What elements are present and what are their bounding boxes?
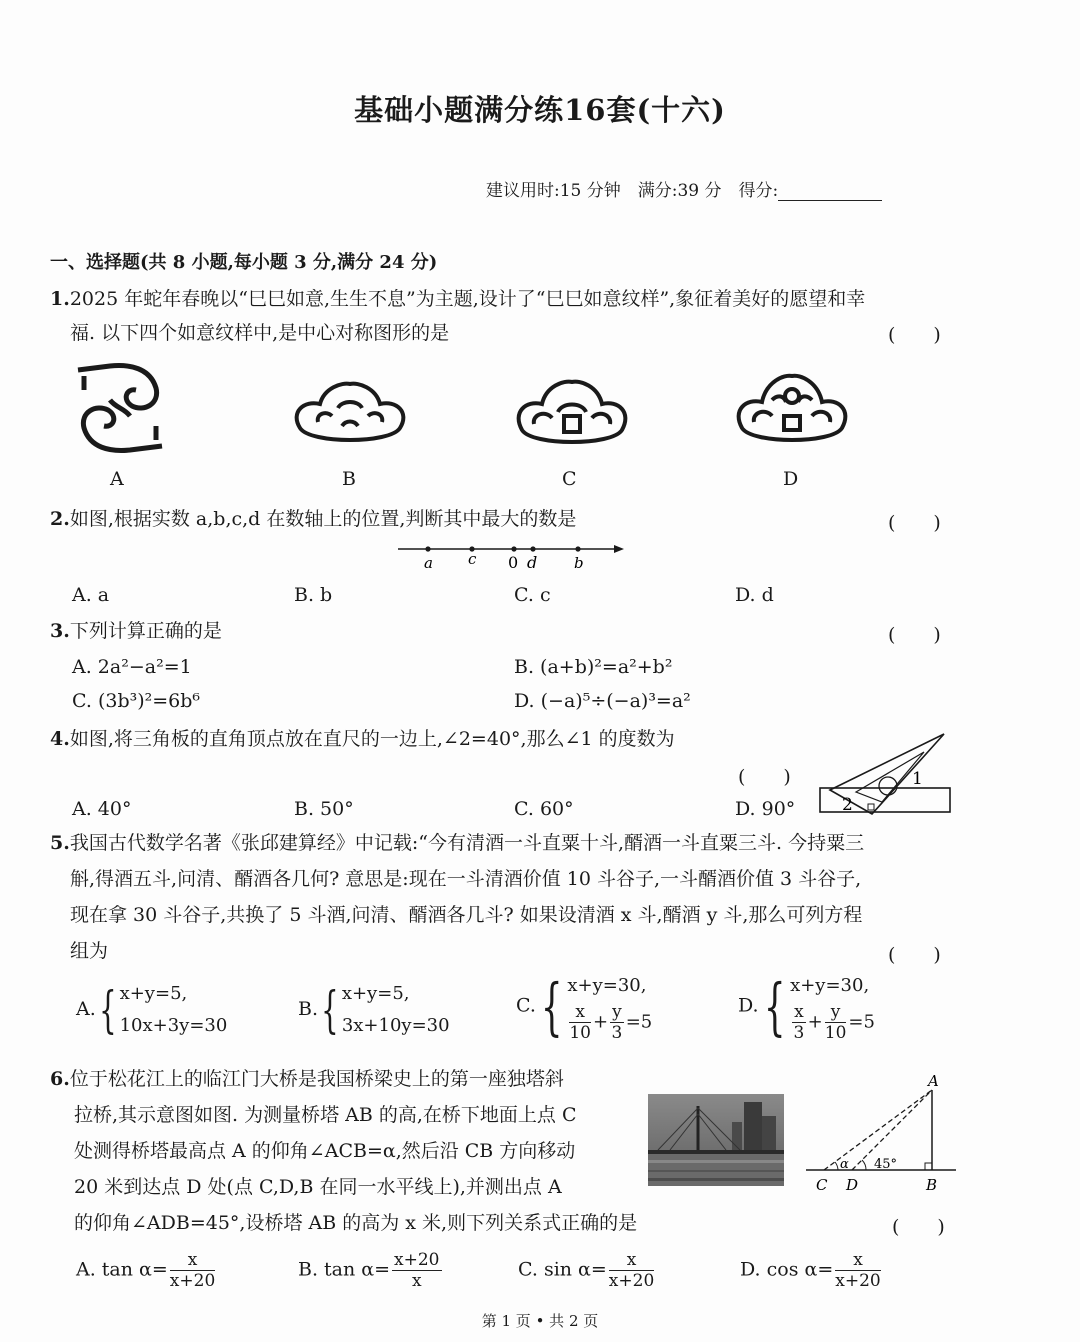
fig-label-d: D xyxy=(846,1176,859,1194)
q5-option-a-system xyxy=(120,978,228,1042)
answer-paren-2[interactable]: ( ) xyxy=(888,512,941,534)
q2-option-c[interactable]: C. c xyxy=(514,584,551,606)
question-1-line1 xyxy=(50,282,865,316)
question-3-text: 下列计算正确的是 xyxy=(69,620,222,642)
question-6-line4: 20 米到达点 D 处(点 C,D,B 在同一水平线上),并测出点 A xyxy=(74,1176,562,1198)
question-2 xyxy=(50,502,576,536)
question-4 xyxy=(50,722,675,756)
q5-option-c-system xyxy=(567,970,652,1043)
q5-a-eq1: x+y=5, xyxy=(119,983,188,1004)
q5-d-f2-den: 10 xyxy=(824,1023,847,1043)
question-4-text: 如图,将三角板的直角顶点放在直尺的一边上,∠2=40°,那么∠1 的度数为 xyxy=(69,728,675,750)
answer-paren-1[interactable]: ( ) xyxy=(888,324,941,346)
q6-option-d[interactable] xyxy=(740,1250,883,1291)
answer-paren-5[interactable]: ( ) xyxy=(888,944,941,966)
q5-option-d-system xyxy=(790,970,875,1043)
q5-c-f2-num: y xyxy=(612,1002,622,1022)
fig-label-a: A xyxy=(928,1072,939,1090)
q5-option-d[interactable] xyxy=(738,970,875,1043)
q5-option-c[interactable] xyxy=(516,970,652,1043)
q4-option-a[interactable]: A. 40° xyxy=(72,798,132,820)
q5-c-f2-den: 3 xyxy=(611,1023,623,1043)
score-blank[interactable] xyxy=(778,180,882,201)
q6-d-num: x xyxy=(835,1250,880,1271)
exam-info xyxy=(486,176,882,201)
question-2-text: 如图,根据实数 a,b,c,d 在数轴上的位置,判断其中最大的数是 xyxy=(69,508,577,530)
q3-option-a[interactable]: A. 2a²−a²=1 xyxy=(72,656,192,678)
q5-d-rhs: =5 xyxy=(848,1011,875,1033)
q3-option-c[interactable]: C. (3b³)²=6b⁶ xyxy=(72,690,201,712)
q6-d-lhs: D. cos α= xyxy=(740,1258,834,1281)
q6-c-lhs: C. sin α= xyxy=(518,1258,607,1281)
q5-option-a[interactable] xyxy=(76,978,227,1042)
question-4-number: 4. xyxy=(50,728,70,750)
section-heading xyxy=(50,246,437,280)
pattern-label-d: D xyxy=(783,468,799,490)
section-heading-text: 一、选择题(共 8 小题,每小题 3 分,满分 24 分) xyxy=(50,252,438,273)
brace-c: { xyxy=(540,969,563,1043)
question-5-number: 5. xyxy=(50,832,70,854)
question-1-number: 1. xyxy=(50,288,70,310)
q5-b-eq1: x+y=5, xyxy=(341,983,410,1004)
q5-d-eq1: x+y=30, xyxy=(790,975,870,996)
q4-option-b[interactable]: B. 50° xyxy=(294,798,354,820)
q5-option-d-letter: D. xyxy=(738,994,759,1017)
fig-label-c: C xyxy=(816,1176,828,1194)
q3-option-d[interactable]: D. (−a)⁵÷(−a)³=a² xyxy=(514,690,691,712)
axis-label-b: b xyxy=(574,554,584,572)
question-6-line3: 处测得桥塔最高点 A 的仰角∠ACB=α,然后沿 CB 方向移动 xyxy=(74,1140,576,1162)
q5-a-eq2: 10x+3y=30 xyxy=(119,1015,228,1036)
question-5-line3: 现在拿 30 斗谷子,共换了 5 斗酒,问清、醑酒各几斗? 如果设清酒 x 斗,醑酒 y 斗,那么可列方程 xyxy=(70,904,863,926)
fig-label-alpha: α xyxy=(840,1157,849,1172)
exam-info-text: 建议用时:15 分钟 满分:39 分 得分: xyxy=(486,181,779,201)
page-title: 基础小题满分练16套(十六) xyxy=(354,93,726,127)
pattern-c-icon xyxy=(512,376,632,450)
axis-label-zero: 0 xyxy=(508,553,519,572)
question-3-number: 3. xyxy=(50,620,70,642)
question-5-line2: 斛,得酒五斗,问清、醑酒各几何? 意思是:现在一斗清酒价值 10 斗谷子,一斗醑酒价值 3 斗谷子, xyxy=(70,868,862,890)
q5-c-f1-num: x xyxy=(569,1002,591,1023)
pattern-label-b: B xyxy=(342,468,356,490)
q5-option-b[interactable] xyxy=(298,978,450,1042)
question-1-line2: 福. 以下四个如意纹样中,是中心对称图形的是 xyxy=(70,322,450,344)
q6-b-num: x+20 xyxy=(394,1250,440,1270)
q6-option-a[interactable] xyxy=(76,1250,217,1291)
bridge-photo xyxy=(648,1094,784,1186)
q2-option-a[interactable]: A. a xyxy=(72,584,110,606)
q5-c-eq1: x+y=30, xyxy=(567,975,647,996)
q5-option-b-system xyxy=(342,978,450,1042)
question-6-line2: 拉桥,其示意图如图. 为测量桥塔 AB 的高,在桥下地面上点 C xyxy=(74,1104,577,1126)
q5-c-plus: + xyxy=(593,1011,609,1033)
ruler-triangle-figure xyxy=(816,730,956,816)
q6-a-lhs: A. tan α= xyxy=(76,1258,168,1281)
angle-1-label: 1 xyxy=(912,769,923,789)
answer-paren-4[interactable]: ( ) xyxy=(738,766,791,788)
q4-option-d[interactable]: D. 90° xyxy=(735,798,796,820)
question-6-text1: 位于松花江上的临江门大桥是我国桥梁史上的第一座独塔斜 xyxy=(69,1068,564,1090)
q5-d-f1-num: x xyxy=(794,1002,804,1022)
q6-c-den: x+20 xyxy=(608,1271,655,1291)
pattern-d-icon xyxy=(732,370,852,450)
question-6-line1 xyxy=(50,1062,564,1096)
q5-d-plus: + xyxy=(807,1011,823,1033)
question-5-line4: 组为 xyxy=(70,940,109,962)
question-6-line5: 的仰角∠ADB=45°,设桥塔 AB 的高为 x 米,则下列关系式正确的是 xyxy=(74,1212,638,1234)
axis-label-a: a xyxy=(424,554,433,572)
angle-2-label: 2 xyxy=(842,795,853,815)
fig-label-b: B xyxy=(926,1176,938,1194)
answer-paren-6[interactable]: ( ) xyxy=(892,1216,945,1238)
pattern-b-icon xyxy=(290,378,410,448)
q5-c-rhs: =5 xyxy=(625,1011,653,1033)
pattern-label-c: C xyxy=(562,468,577,490)
q5-d-f2-num: y xyxy=(825,1002,847,1023)
tower-angle-figure xyxy=(804,1070,960,1196)
pattern-a-icon xyxy=(70,360,170,456)
q5-option-a-letter: A. xyxy=(76,998,96,1020)
q6-d-den: x+20 xyxy=(835,1271,881,1291)
q5-option-b-letter: B. xyxy=(298,998,319,1020)
q5-c-f1-den: 10 xyxy=(569,1023,591,1043)
q6-a-num: x xyxy=(170,1250,215,1271)
question-1-text1: 2025 年蛇年春晚以“巳巳如意,生生不息”为主题,设计了“巳巳如意纹样”,象征着美好的愿望和幸 xyxy=(69,288,866,310)
q5-b-eq2: 3x+10y=30 xyxy=(341,1015,450,1036)
number-line-figure xyxy=(392,538,632,572)
q2-option-b[interactable]: B. b xyxy=(294,584,333,606)
fig-label-45: 45° xyxy=(874,1157,898,1172)
question-2-number: 2. xyxy=(50,508,70,530)
question-5-line1 xyxy=(50,826,864,860)
page-footer: 第 1 页 • 共 2 页 xyxy=(481,1312,599,1330)
pattern-label-a: A xyxy=(110,468,124,490)
question-3 xyxy=(50,614,222,648)
question-6-number: 6. xyxy=(50,1068,70,1090)
q6-option-c[interactable] xyxy=(518,1250,656,1291)
brace-d: { xyxy=(763,969,786,1043)
answer-paren-3[interactable]: ( ) xyxy=(888,624,941,646)
q5-d-f1-den: 3 xyxy=(793,1023,805,1043)
axis-label-c: c xyxy=(468,550,477,568)
q6-b-den: x xyxy=(411,1271,422,1291)
q2-option-d[interactable]: D. d xyxy=(735,584,774,606)
axis-label-d: d xyxy=(527,553,538,572)
q5-option-c-letter: C. xyxy=(516,994,536,1017)
q6-a-den: x+20 xyxy=(169,1271,216,1291)
q3-option-b[interactable]: B. (a+b)²=a²+b² xyxy=(514,656,673,678)
q6-c-num: x xyxy=(609,1250,654,1271)
question-5-text1: 我国古代数学名著《张邱建算经》中记载:“今有清酒一斗直粟十斗,醑酒一斗直粟三斗. 今持粟三 xyxy=(69,832,865,854)
q6-option-b[interactable] xyxy=(298,1250,444,1291)
brace-b: { xyxy=(321,981,339,1039)
q4-option-c[interactable]: C. 60° xyxy=(514,798,574,820)
brace-a: { xyxy=(98,981,117,1039)
q6-b-lhs: B. tan α= xyxy=(298,1258,391,1281)
